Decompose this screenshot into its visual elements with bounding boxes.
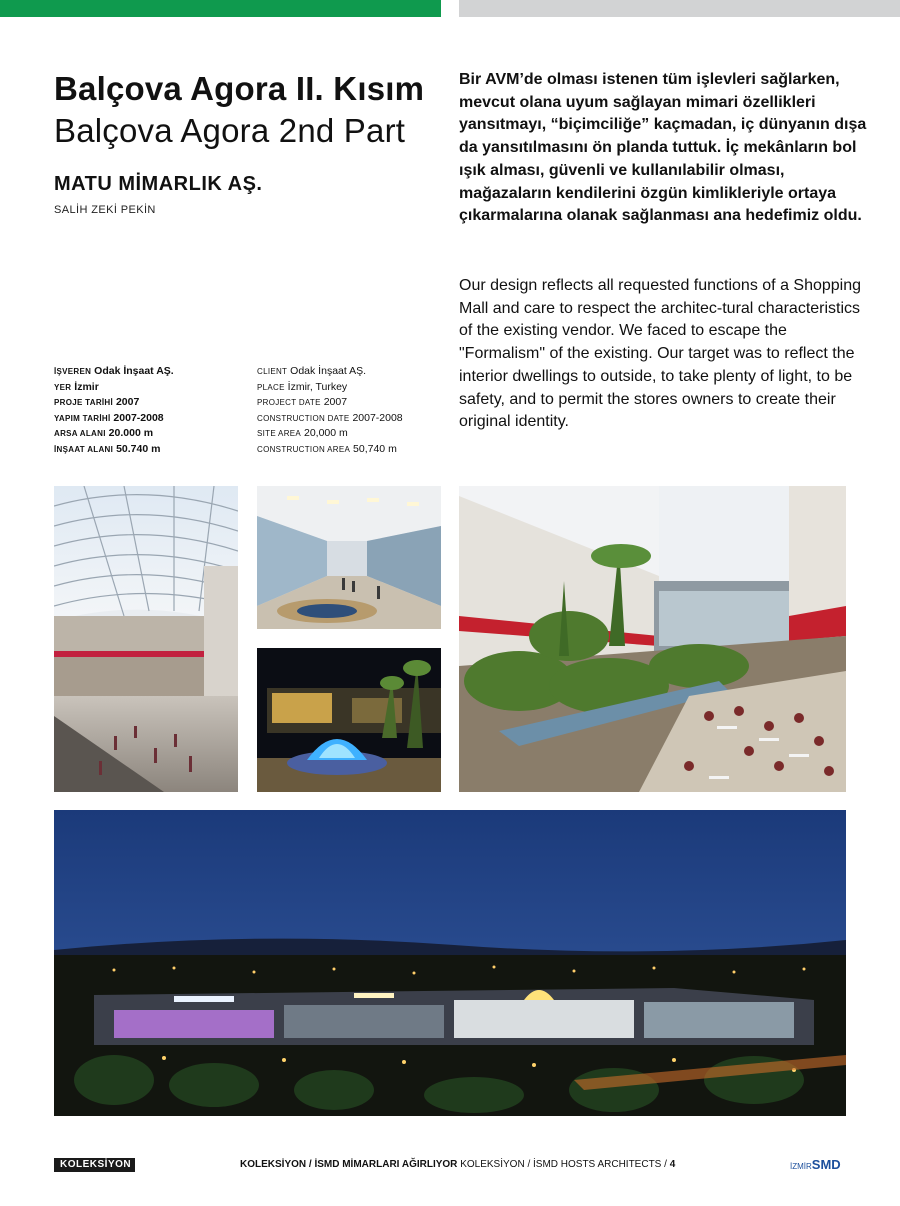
header-accent-green xyxy=(0,0,441,17)
page-number: 4 xyxy=(669,1159,676,1170)
info-row: CONSTRUCTION DATE 2007-2008 xyxy=(257,411,403,424)
architect-name: SALİH ZEKİ PEKİN xyxy=(54,204,156,216)
info-row: PROJECT DATE 2007 xyxy=(257,396,348,408)
header-accent-gray xyxy=(459,0,900,17)
info-row: PLACE İzmir, Turkey xyxy=(257,380,348,393)
project-info-tr xyxy=(54,364,174,457)
photo-night-fountain xyxy=(257,648,441,792)
project-title-en: Balçova Agora 2nd Part xyxy=(54,112,406,149)
info-row: CONSTRUCTION AREA 50,740 m xyxy=(257,442,397,455)
info-row: YAPIM TARİHİ 2007-2008 xyxy=(54,411,164,424)
info-row: CLIENT Odak İnşaat AŞ. xyxy=(257,365,367,377)
info-row: SITE AREA 20,000 m xyxy=(257,427,348,439)
description-tr: Bir AVM’de olması istenen tüm işlevleri sağlarken, mevcut olana uyum sağlayan mimari özellikleri yansıtmayı, “biçimciliğe” kaçmadan, iç dünyanın dışa da yansıtılmasını ön planda tuttuk. İç mekânların bol ışık alması, güvenli ve kullanılabilir olması, mağazaların kendilerini özgün kimlikleriyle ortaya çıkarmalarına olanak sağlanması ana hedefimiz oldu. xyxy=(459,71,867,225)
project-title-tr: Balçova Agora II. Kısım xyxy=(54,70,425,107)
description-en: Our design reflects all requested functions of a Shopping Mall and care to respect the architec-tural characteristics of the existing vendor. We faced to escape the "Formalism" of the existing. Our target was to reflect the interior dwellings to outside, to take plenty of light, to be safety, and to permit the stores owners to create their original identity. xyxy=(459,277,862,431)
photo-night-panorama xyxy=(54,810,846,1116)
info-row: İNŞAAT ALANI 50.740 m xyxy=(54,442,161,455)
project-info-en xyxy=(257,364,403,457)
info-row: YER İzmir xyxy=(54,380,99,393)
footer-section-title: KOLEKSİYON / İSMD MİMARLARI AĞIRLIYOR KOLEKSİYON / İSMD HOSTS ARCHITECTS / 4 xyxy=(240,1159,676,1170)
photo-atrium-interior xyxy=(54,486,238,792)
info-row: ARSA ALANI 20.000 m xyxy=(54,427,154,439)
info-row: PROJE TARİHİ 2007 xyxy=(54,396,140,408)
photo-glass-corridor xyxy=(257,486,441,629)
photo-courtyard-cafe xyxy=(459,486,846,792)
architecture-firm: MATU MİMARLIK AŞ. xyxy=(54,173,263,195)
info-row: İŞVEREN Odak İnşaat AŞ. xyxy=(54,365,174,377)
koleksiyon-logo: KOLEKSİYON xyxy=(54,1158,135,1172)
izmir-smd-logo: İZMİRSMD xyxy=(790,1157,841,1172)
